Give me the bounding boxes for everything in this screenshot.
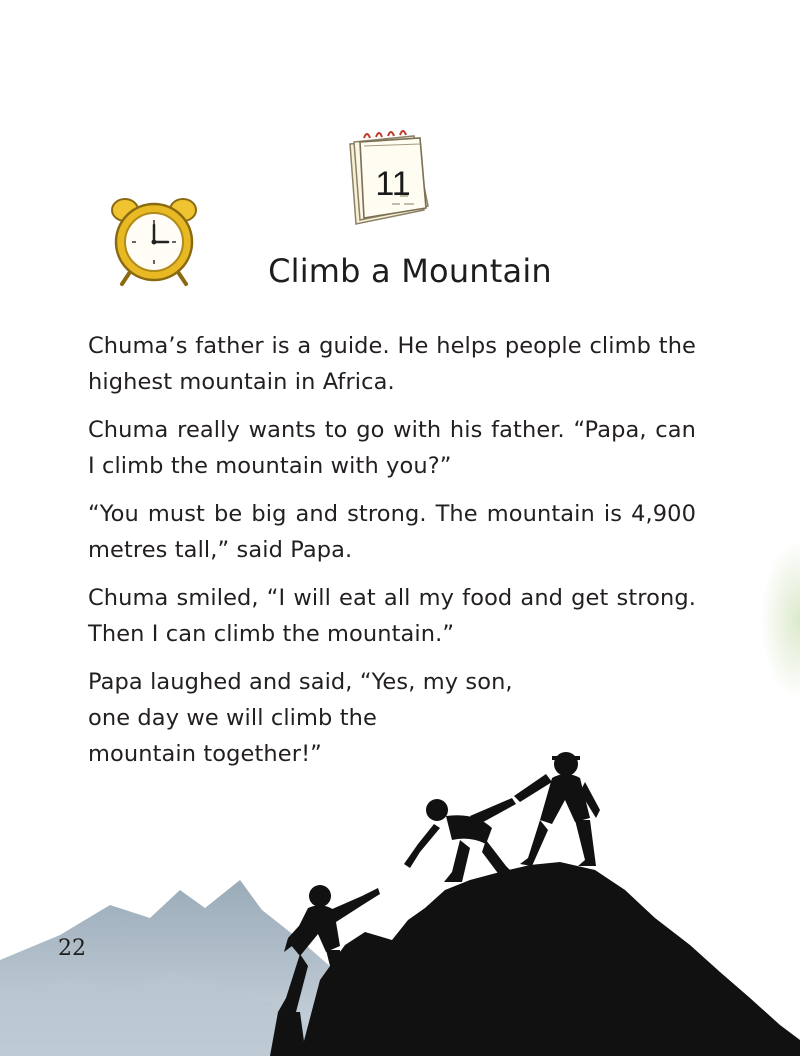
story-text: [88, 328, 696, 784]
story-paragraph: “You must be big and strong. The mountain is 4,900 metres tall,” said Papa.: [88, 501, 696, 563]
calendar-day: 11: [375, 165, 411, 203]
story-paragraph: Chuma’s father is a guide. He helps people climb the highest mountain in Africa.: [88, 333, 696, 395]
story-line: one day we will climb the: [88, 705, 377, 731]
story-title: Climb a Mountain: [268, 252, 552, 290]
story-line: Papa laughed and said, “Yes, my son,: [88, 669, 513, 695]
page-number: 22: [58, 936, 86, 961]
story-paragraph: Chuma smiled, “I will eat all my food and get strong. Then I can climb the mountain.”: [88, 585, 696, 647]
story-line: mountain together!”: [88, 741, 322, 767]
alarm-clock-icon: [108, 192, 200, 288]
mountain-climbers-illustration: [0, 740, 800, 1056]
edge-tint: [760, 540, 800, 700]
calendar-icon: [340, 126, 432, 232]
story-paragraph: Chuma really wants to go with his father. “Papa, can I climb the mountain with you?”: [88, 417, 696, 479]
